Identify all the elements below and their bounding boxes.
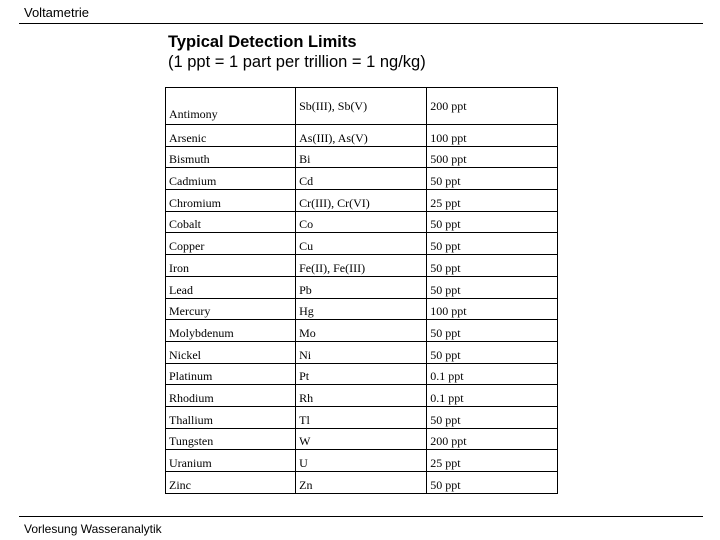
element-name-cell: Arsenic — [166, 125, 296, 147]
detection-limit-cell: 50 ppt — [427, 406, 558, 428]
species-cell: Fe(II), Fe(III) — [296, 255, 427, 277]
species-cell: As(III), As(V) — [296, 125, 427, 147]
detection-limit-cell: 50 ppt — [427, 472, 558, 494]
footer-text: Vorlesung Wasseranalytik — [24, 522, 162, 536]
element-name-cell: Tungsten — [166, 428, 296, 450]
page-title: Typical Detection Limits — [168, 33, 357, 51]
footer-divider — [19, 516, 703, 517]
table-row — [166, 298, 558, 320]
header-title: Voltametrie — [24, 5, 90, 20]
element-name-cell: Zinc — [166, 472, 296, 494]
table-row — [166, 146, 558, 168]
detection-limit-cell: 25 ppt — [427, 190, 558, 212]
element-name-cell: Molybdenum — [166, 320, 296, 342]
header-divider — [19, 23, 703, 24]
detection-limit-cell: 50 ppt — [427, 341, 558, 363]
element-name-cell: Iron — [166, 255, 296, 277]
table-row — [166, 190, 558, 212]
detection-limit-cell: 500 ppt — [427, 146, 558, 168]
table-row — [166, 320, 558, 342]
table-row — [166, 88, 558, 125]
element-name-cell: Lead — [166, 276, 296, 298]
species-cell: Zn — [296, 472, 427, 494]
species-cell: Pb — [296, 276, 427, 298]
element-name-cell: Cadmium — [166, 168, 296, 190]
species-cell: Tl — [296, 406, 427, 428]
element-name-cell: Bismuth — [166, 146, 296, 168]
table-row — [166, 276, 558, 298]
table-row — [166, 168, 558, 190]
species-cell: U — [296, 450, 427, 472]
element-name-cell: Thallium — [166, 406, 296, 428]
detection-limit-cell: 25 ppt — [427, 450, 558, 472]
element-name-cell: Antimony — [166, 88, 296, 125]
species-cell: Rh — [296, 385, 427, 407]
table-row — [166, 341, 558, 363]
page-subtitle: (1 ppt = 1 part per trillion = 1 ng/kg) — [168, 53, 426, 71]
species-cell: Hg — [296, 298, 427, 320]
table-row — [166, 125, 558, 147]
table-row — [166, 363, 558, 385]
element-name-cell: Uranium — [166, 450, 296, 472]
species-cell: Mo — [296, 320, 427, 342]
table-row — [166, 450, 558, 472]
detection-limit-cell: 50 ppt — [427, 255, 558, 277]
table-row — [166, 233, 558, 255]
species-cell: Pt — [296, 363, 427, 385]
detection-limit-cell: 100 ppt — [427, 298, 558, 320]
element-name-cell: Nickel — [166, 341, 296, 363]
detection-limit-cell: 50 ppt — [427, 211, 558, 233]
table-row — [166, 428, 558, 450]
element-name-cell: Copper — [166, 233, 296, 255]
species-cell: Cr(III), Cr(VI) — [296, 190, 427, 212]
element-name-cell: Cobalt — [166, 211, 296, 233]
detection-limit-cell: 200 ppt — [427, 88, 558, 125]
species-cell: Cd — [296, 168, 427, 190]
table-body — [166, 88, 558, 494]
detection-limit-cell: 50 ppt — [427, 168, 558, 190]
detection-limit-cell: 50 ppt — [427, 276, 558, 298]
detection-limit-cell: 100 ppt — [427, 125, 558, 147]
table-row — [166, 472, 558, 494]
detection-limit-cell: 200 ppt — [427, 428, 558, 450]
element-name-cell: Chromium — [166, 190, 296, 212]
detection-limit-cell: 50 ppt — [427, 233, 558, 255]
title-block — [168, 33, 426, 72]
detection-limit-cell: 0.1 ppt — [427, 363, 558, 385]
species-cell: Cu — [296, 233, 427, 255]
table-row — [166, 211, 558, 233]
species-cell: Co — [296, 211, 427, 233]
species-cell: W — [296, 428, 427, 450]
detection-limits-table — [165, 87, 558, 494]
element-name-cell: Platinum — [166, 363, 296, 385]
detection-limit-cell: 0.1 ppt — [427, 385, 558, 407]
element-name-cell: Rhodium — [166, 385, 296, 407]
detection-limit-cell: 50 ppt — [427, 320, 558, 342]
species-cell: Sb(III), Sb(V) — [296, 88, 427, 125]
table-row — [166, 406, 558, 428]
element-name-cell: Mercury — [166, 298, 296, 320]
species-cell: Bi — [296, 146, 427, 168]
table-row — [166, 385, 558, 407]
table-row — [166, 255, 558, 277]
species-cell: Ni — [296, 341, 427, 363]
